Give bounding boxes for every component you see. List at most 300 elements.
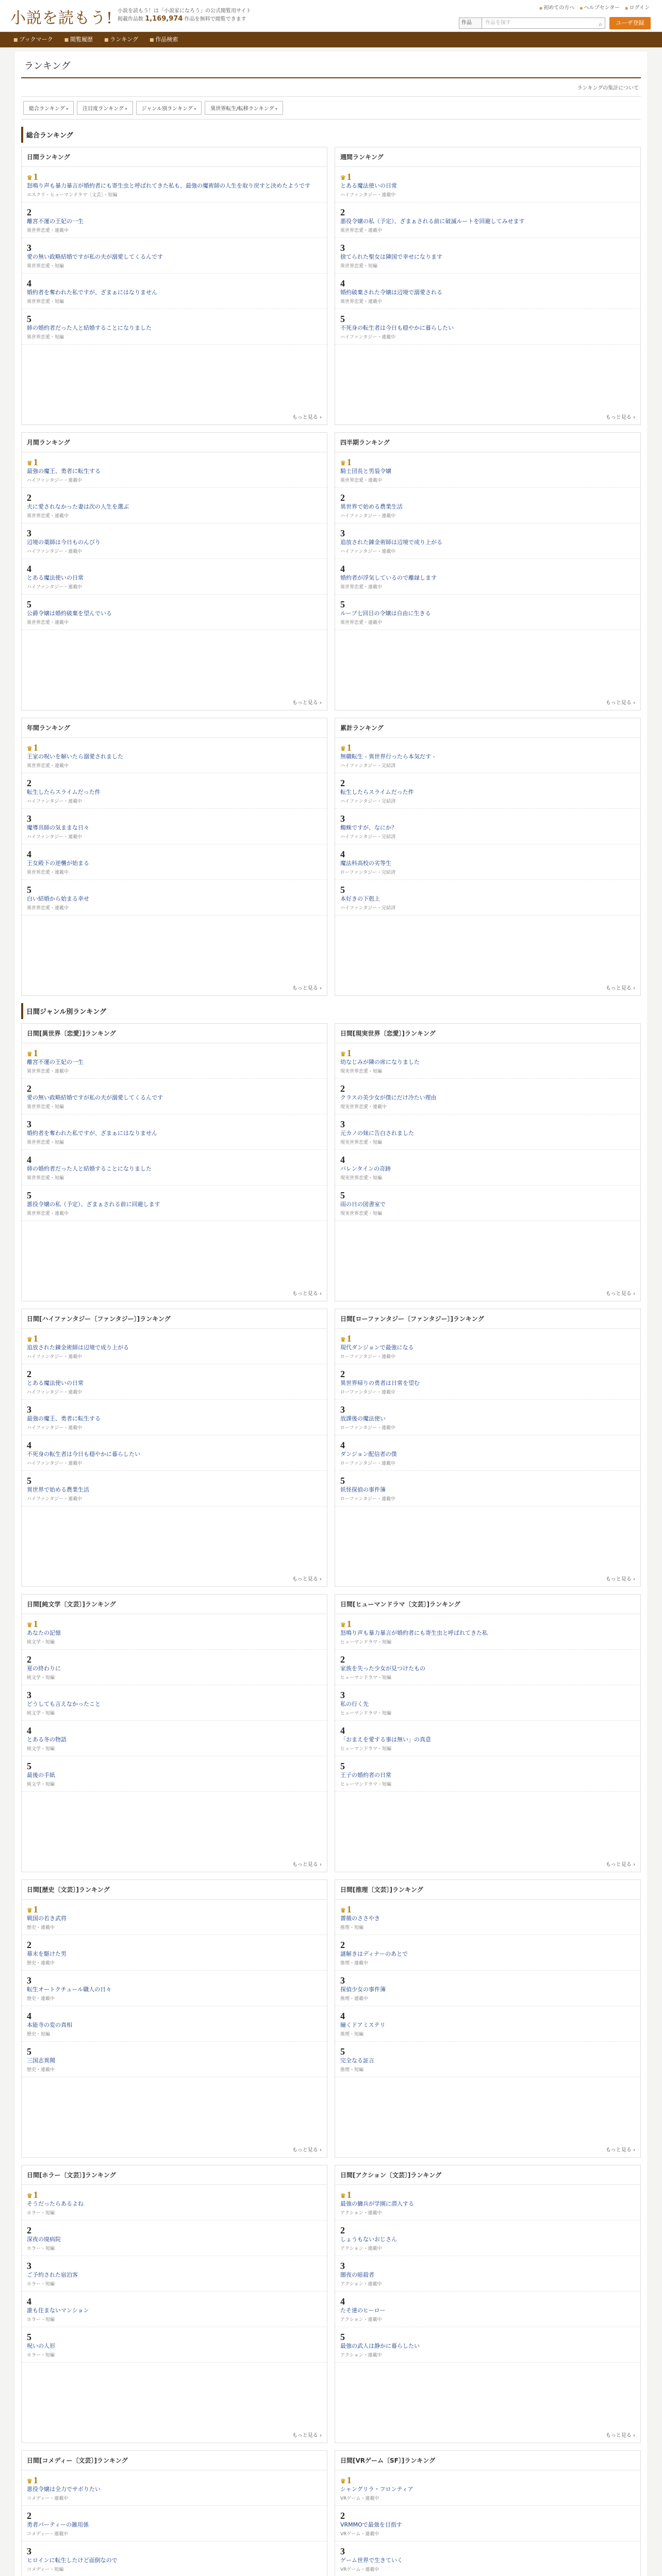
work-title-link[interactable]: 離宮不運の王妃の一生	[27, 218, 84, 225]
ranking-box	[21, 2165, 327, 2443]
site-logo[interactable]: 小説を読もう!	[10, 9, 113, 27]
search-input[interactable]: 作品を探す ⌕	[482, 18, 605, 29]
more-link[interactable]: もっと見る ›	[292, 2431, 322, 2438]
rank-number: 2	[27, 1369, 31, 1379]
work-meta: 異世界恋愛・連載中	[27, 906, 69, 911]
work-meta: ヒューマンドラマ・短編	[340, 1675, 392, 1681]
rank-number: 5	[340, 1761, 345, 1771]
work-title-link[interactable]: あなたの記憶	[27, 1630, 61, 1636]
work-meta: 純文学・短編	[27, 1640, 55, 1645]
ranking-box-title: 日間[ハイファンタジー〔ファンタジー〕]ランキング	[22, 1309, 327, 1329]
work-title-link[interactable]: 探偵少女の事件簿	[340, 1986, 386, 1993]
ranking-item	[335, 1114, 640, 1150]
link-help[interactable]: ● ヘルプセンター	[580, 3, 620, 11]
work-title-link[interactable]: 薔薇のささやき	[340, 1915, 380, 1922]
work-title-link[interactable]: 婚約破棄された令嬢は辺境で溺愛される	[340, 289, 442, 296]
work-title-link[interactable]: そうだったらあるよね	[27, 2200, 84, 2207]
work-title-link[interactable]: 最強の魔王、勇者に転生する	[27, 468, 101, 474]
more-link[interactable]: もっと見る ›	[606, 698, 635, 706]
ranking-box	[335, 1594, 641, 1872]
ranking-item	[22, 595, 327, 630]
work-title-link[interactable]: しょうもないおじさん	[340, 2236, 397, 2243]
work-title-link[interactable]: 追放された錬金術師は辺境で成り上がる	[27, 1344, 129, 1351]
work-title-link[interactable]: 愛の無い政略結婚ですが私の夫が溺愛してくるんです	[27, 253, 163, 260]
ranking-item	[335, 2292, 640, 2327]
ranking-sections	[21, 127, 641, 2576]
more-link[interactable]: もっと見る ›	[292, 2145, 322, 2153]
ranking-box	[21, 147, 327, 425]
rank-number: 3	[340, 2546, 345, 2556]
more-link[interactable]: もっと見る ›	[292, 698, 322, 706]
work-meta: アクション・連載中	[340, 2353, 382, 2358]
work-meta: 異世界恋愛・連載中	[27, 870, 69, 875]
rank-number: 2	[340, 1940, 345, 1950]
work-title-link[interactable]: 怒鳴り声も暴力暴言が婚約者にも寄生虫と呼ばれてきた私	[340, 1630, 488, 1636]
work-meta: 異世界恋愛・連載中	[27, 514, 69, 519]
work-title-link[interactable]: 妖怪探偵の事件簿	[340, 1486, 386, 1493]
main-content	[15, 52, 647, 2576]
work-meta: ハイファンタジー・完結済	[340, 799, 396, 804]
tab-overall[interactable]: 総合ランキング ▾	[23, 101, 74, 115]
work-meta: ハイファンタジー・完結済	[340, 906, 396, 911]
rank-number: 2	[340, 493, 345, 503]
rank-number: ♛ 1	[27, 2190, 322, 2200]
work-meta: 純文学・短編	[27, 1711, 55, 1716]
more-link[interactable]: もっと見る ›	[606, 413, 635, 420]
nav-history[interactable]: ■ 閲覧履歴	[64, 32, 93, 47]
work-title-link[interactable]: とある魔法使いの日常	[27, 1380, 84, 1386]
work-meta: 異世界恋愛・連載中	[340, 228, 383, 233]
work-title-link[interactable]: 悪役令嬢の私（予定）、ざまぁされる前に破滅ルートを回避してみせます	[340, 218, 525, 225]
work-title-link[interactable]: 姉の婚約者だった人と結婚することになりました	[27, 1165, 152, 1172]
ranking-item	[22, 2042, 327, 2077]
work-title-link[interactable]: 深夜の廃病院	[27, 2236, 61, 2243]
work-title-link[interactable]: 王女殿下の逆襲が始まる	[27, 860, 89, 867]
ranking-item	[335, 1329, 640, 1364]
rank-number: 3	[340, 2261, 345, 2271]
work-title-link[interactable]: とある魔法使いの日常	[340, 182, 397, 189]
user-register-button[interactable]: ユーザ登録	[609, 17, 651, 29]
work-title-link[interactable]: 追放された錬金術師は辺境で成り上がる	[340, 539, 442, 546]
work-meta: ハイファンタジー・完結済	[340, 764, 396, 769]
rank-number: ♛ 1	[340, 742, 635, 753]
work-title-link[interactable]: 幕末を駆けた男	[27, 1951, 67, 1957]
rank-number: 5	[27, 885, 31, 895]
rank-number: 5	[340, 1190, 345, 1200]
work-meta: ハイファンタジー・連載中	[340, 335, 396, 340]
rank-number: 5	[27, 599, 31, 609]
work-meta: 純文学・短編	[27, 1782, 55, 1787]
ranking-box-title: 日間[VRゲーム〔SF〕]ランキング	[335, 2451, 640, 2470]
work-title-link[interactable]: 異世界で始める農業生活	[340, 503, 403, 510]
work-title-link[interactable]: 夫に愛されなかった妻は次の人生を選ぶ	[27, 503, 129, 510]
search-icon[interactable]: ⌕	[599, 21, 602, 28]
more-link[interactable]: もっと見る ›	[292, 1289, 322, 1297]
rank-number: 4	[27, 2011, 31, 2021]
search-type-select[interactable]: 作品	[459, 18, 482, 29]
ranking-item	[22, 809, 327, 844]
work-meta: アクション・連載中	[340, 2317, 382, 2323]
ranking-item	[335, 1971, 640, 2006]
work-title-link[interactable]: 公爵令嬢は婚約破棄を望んでいる	[27, 610, 112, 617]
ranking-item	[22, 1971, 327, 2006]
rank-number: 4	[340, 1725, 345, 1736]
rank-number: 5	[27, 2332, 31, 2342]
ranking-box-title: 年間ランキング	[22, 718, 327, 738]
more-link[interactable]: もっと見る ›	[606, 2431, 635, 2438]
work-title-link[interactable]: 王家の呪いを解いたら溺愛されました	[27, 753, 123, 760]
work-title-link[interactable]: ゲーム世界で生きていく	[340, 2557, 403, 2564]
work-title-link[interactable]: クラスの美少女が僕にだけ冷たい理由	[340, 1094, 437, 1101]
ranking-grid	[21, 1023, 641, 1301]
more-link[interactable]: もっと見る ›	[292, 1574, 322, 1582]
work-title-link[interactable]: 不死身の転生者は今日も穏やかに暮らしたい	[340, 325, 454, 331]
work-title-link[interactable]: 雨の日の図書室で	[340, 1201, 386, 1208]
link-beginners[interactable]: ● 初めての方へ	[539, 3, 574, 11]
rank-number: ♛ 1	[340, 1048, 635, 1058]
work-title-link[interactable]: 三国志異聞	[27, 2057, 55, 2064]
work-title-link[interactable]: 現代ダンジョンで最強になる	[340, 1344, 414, 1351]
ranking-item	[22, 559, 327, 595]
work-title-link[interactable]: 王子の婚約者の日常	[340, 1772, 391, 1778]
ranking-item	[22, 773, 327, 809]
work-title-link[interactable]: ループ七回目の令嬢は自由に生きる	[340, 610, 431, 617]
work-title-link[interactable]: たそ達のヒーロー	[340, 2307, 386, 2314]
rank-number: 2	[27, 1654, 31, 1665]
work-title-link[interactable]: 騎士団長と男装令嬢	[340, 468, 391, 474]
work-meta: コメディー・短編	[27, 2567, 64, 2572]
ranking-box-title: 日間[ローファンタジー〔ファンタジー〕]ランキング	[335, 1309, 640, 1329]
work-meta: 異世界恋愛・連載中	[340, 585, 383, 590]
main-nav	[0, 32, 662, 47]
work-meta: ローファンタジー・連載中	[340, 1426, 396, 1431]
ranking-item	[335, 1685, 640, 1721]
work-title-link[interactable]: 悪役令嬢の私（予定）、ざまぁされる前に回避します	[27, 1201, 160, 1208]
work-title-link[interactable]: 勇者パーティーの雑用係	[27, 2521, 89, 2528]
ranking-item	[335, 1471, 640, 1506]
work-title-link[interactable]: 本好きの下剋上	[340, 895, 380, 902]
ranking-box	[335, 432, 641, 710]
work-meta: 推理・連載中	[340, 1961, 369, 1966]
work-title-link[interactable]: 謎解きはディナーのあとで	[340, 1951, 408, 1957]
tab-genre[interactable]: ジャンル別ランキング ▾	[136, 101, 202, 115]
work-title-link[interactable]: バレンタインの奇跡	[340, 1165, 391, 1172]
rank-number: ♛ 1	[340, 1619, 635, 1629]
ranking-box-title: 日間[現実世界〔恋愛〕]ランキング	[335, 1024, 640, 1043]
rank-number: 4	[340, 2296, 345, 2307]
ranking-box-title: 月間ランキング	[22, 433, 327, 452]
ranking-box	[335, 2165, 641, 2443]
work-meta: 異世界恋愛・短編	[27, 335, 64, 340]
work-title-link[interactable]: とある冬の物語	[27, 1736, 67, 1743]
rank-number: ♛ 1	[27, 1619, 322, 1629]
work-meta: 異世界恋愛・短編	[27, 299, 64, 304]
rank-number: 3	[340, 243, 345, 253]
work-title-link[interactable]: 姉の婚約者だった人と結婚することになりました	[27, 325, 152, 331]
rank-number: ♛ 1	[340, 172, 635, 182]
ranking-item	[22, 309, 327, 345]
rank-number: 2	[340, 2225, 345, 2235]
work-title-link[interactable]: 婚約者が浮気しているので離縁します	[340, 574, 437, 581]
ranking-item	[22, 488, 327, 523]
rank-number: 3	[340, 1690, 345, 1700]
work-meta: 純文学・短編	[27, 1675, 55, 1681]
ranking-item	[335, 844, 640, 880]
ranking-item	[335, 595, 640, 630]
rank-number: 4	[340, 278, 345, 289]
ranking-item	[335, 2221, 640, 2256]
work-meta: 異世界恋愛・短編	[27, 1176, 64, 1181]
rank-number: 5	[340, 599, 345, 609]
ranking-box	[335, 1309, 641, 1587]
work-meta: ハイファンタジー・連載中	[27, 1426, 82, 1431]
work-title-link[interactable]: 戦国の若き武将	[27, 1915, 67, 1922]
rank-number: 2	[340, 207, 345, 217]
ranking-box-title: 日間[歴史〔文芸〕]ランキング	[22, 1880, 327, 1900]
rank-number: ♛ 1	[27, 1048, 322, 1058]
work-meta: 純文学・短編	[27, 1747, 55, 1752]
work-title-link[interactable]: とある魔法使いの日常	[27, 574, 84, 581]
rank-number: 4	[27, 564, 31, 574]
work-title-link[interactable]: 瞳くドアミステリ	[340, 2022, 386, 2028]
site-tagline: 小説を読もう！は「小説家になろう」の公式閲覧用サイト 掲載作品数 1,169,974 作品を無料で閲覧できます	[118, 8, 252, 23]
work-title-link[interactable]: 転生したらスライムだった件	[27, 789, 101, 795]
rank-number: 4	[27, 1155, 31, 1165]
rank-number: 4	[340, 564, 345, 574]
work-meta: 歴史・短編	[27, 2032, 51, 2037]
ranking-item	[22, 2185, 327, 2221]
ranking-box-title: 日間[ヒューマンドラマ〔文芸〕]ランキング	[335, 1595, 640, 1614]
work-title-link[interactable]: ダンジョン配信者の僕	[340, 1451, 397, 1458]
ranking-box-title: 日間ランキング	[22, 147, 327, 167]
work-meta: ローファンタジー・連載中	[340, 1461, 396, 1466]
work-meta: VRゲーム・連載中	[340, 2496, 379, 2501]
rank-number: 2	[27, 2511, 31, 2521]
work-title-link[interactable]: VRMMOで最強を目指す	[340, 2521, 402, 2528]
rank-number: 2	[340, 1654, 345, 1665]
work-title-link[interactable]: 不死身の転生者は今日も穏やかに暮らしたい	[27, 1451, 140, 1458]
ranking-item	[335, 202, 640, 238]
rank-number: 5	[340, 2332, 345, 2342]
ranking-item	[22, 2292, 327, 2327]
ranking-item	[335, 1614, 640, 1650]
work-title-link[interactable]: 転生オートクチュール職人の日々	[27, 1986, 112, 1993]
rank-number: ♛ 1	[27, 1333, 322, 1344]
ranking-item	[22, 2327, 327, 2363]
more-link[interactable]: もっと見る ›	[292, 413, 322, 420]
work-title-link[interactable]: 異世界で始める農業生活	[27, 1486, 89, 1493]
ranking-item	[22, 452, 327, 488]
work-title-link[interactable]: どうしても言えなかったこと	[27, 1701, 101, 1707]
work-meta: ホラー・短編	[27, 2211, 55, 2216]
work-title-link[interactable]: 愛の無い政略結婚ですが私の夫が溺愛してくるんです	[27, 1094, 163, 1101]
work-title-link[interactable]: シャングリラ・フロンティア	[340, 2486, 413, 2493]
work-title-link[interactable]: 最強の魔王、勇者に転生する	[27, 1415, 101, 1422]
work-title-link[interactable]: 放課後の魔法使い	[340, 1415, 386, 1422]
ranking-item	[22, 1114, 327, 1150]
work-title-link[interactable]: 最強の傭兵が学園に潜入する	[340, 2200, 414, 2207]
more-link[interactable]: もっと見る ›	[606, 1289, 635, 1297]
tab-attention[interactable]: 注目度ランキング ▾	[77, 101, 133, 115]
rank-number: ♛ 1	[340, 457, 635, 467]
work-meta: 異世界恋愛・連載中	[27, 764, 69, 769]
work-title-link[interactable]: 「おまえを愛する事は無い」の真意	[340, 1736, 431, 1743]
rank-number: 2	[27, 778, 31, 788]
ranking-box	[21, 1879, 327, 2158]
rank-number: 4	[340, 1155, 345, 1165]
rank-number: 5	[27, 1190, 31, 1200]
work-title-link[interactable]: 家族を失った少女が見つけたもの	[340, 1665, 425, 1672]
work-meta: ローファンタジー・連載中	[340, 1497, 396, 1502]
ranking-grid	[21, 1309, 641, 1587]
work-title-link[interactable]: 捨てられた聖女は隣国で幸せになります	[340, 253, 442, 260]
ranking-item	[22, 1935, 327, 1971]
rank-number: ♛ 1	[27, 1904, 322, 1914]
work-meta: 推理・短編	[340, 1925, 364, 1930]
ranking-item	[22, 2470, 327, 2506]
ranking-item	[22, 1685, 327, 1721]
ranking-grid	[21, 2165, 641, 2443]
work-title-link[interactable]: 魔導具師の気ままな日々	[27, 824, 89, 831]
ranking-item	[335, 1756, 640, 1792]
ranking-box	[21, 2450, 327, 2576]
work-meta: 歴史・連載中	[27, 1961, 55, 1966]
work-meta: 現実世界恋愛・短編	[340, 1211, 383, 1216]
ranking-item	[335, 1400, 640, 1435]
work-title-link[interactable]: 無職転生 - 異世界行ったら本気だす -	[340, 753, 435, 760]
work-title-link[interactable]: 悪役令嬢は全力でサボりたい	[27, 2486, 101, 2493]
work-meta: 異世界恋愛・連載中	[27, 620, 69, 625]
rank-number: 3	[27, 2261, 31, 2271]
ranking-item	[22, 1435, 327, 1471]
work-title-link[interactable]: 誰も住まないマンション	[27, 2307, 89, 2314]
rank-number: 2	[27, 1083, 31, 1094]
rank-number: 2	[27, 2225, 31, 2235]
work-meta: 現実世界恋愛・短編	[340, 1140, 383, 1145]
link-login[interactable]: ● ログイン	[625, 3, 650, 11]
ranking-box	[21, 718, 327, 996]
work-title-link[interactable]: 白い結婚から始まる幸せ	[27, 895, 89, 902]
work-title-link[interactable]: 完全なる証言	[340, 2057, 374, 2064]
rank-number: 4	[27, 2296, 31, 2307]
work-title-link[interactable]: 転生したらスライムだった件	[340, 789, 414, 795]
rank-number: 3	[340, 1975, 345, 1986]
ranking-item	[22, 274, 327, 309]
ranking-item	[335, 1650, 640, 1685]
ranking-item	[22, 2541, 327, 2576]
work-title-link[interactable]: 闇夜の暗殺者	[340, 2272, 374, 2278]
top-header	[0, 0, 662, 32]
rank-number: 4	[27, 1440, 31, 1450]
nav-search[interactable]: ■ 作品検索	[150, 32, 178, 47]
more-link[interactable]: もっと見る ›	[606, 984, 635, 991]
ranking-item	[335, 1043, 640, 1079]
work-title-link[interactable]: 婚約者を奪われた私ですが、ざまぁにはなりません	[27, 289, 157, 296]
rank-number: ♛ 1	[27, 2475, 322, 2485]
rank-number: 2	[340, 778, 345, 788]
work-meta: 異世界恋愛・短編	[340, 264, 378, 269]
rank-number: ♛ 1	[340, 1333, 635, 1344]
work-title-link[interactable]: ご予約された宿泊客	[27, 2272, 78, 2278]
work-meta: ホラー・短編	[27, 2282, 55, 2287]
ranking-item	[335, 1435, 640, 1471]
ranking-box	[335, 718, 641, 996]
ranking-item	[335, 1935, 640, 1971]
nav-bookmark[interactable]: ■ ブックマーク	[13, 32, 53, 47]
ranking-item	[335, 738, 640, 773]
ranking-tabs	[21, 96, 641, 120]
rank-number: 4	[27, 849, 31, 859]
more-link[interactable]: もっと見る ›	[292, 984, 322, 991]
rank-number: 3	[27, 1404, 31, 1415]
ranking-box	[21, 1309, 327, 1587]
more-link[interactable]: もっと見る ›	[606, 2145, 635, 2153]
ranking-rules-link[interactable]: ランキングの集計について	[577, 86, 639, 91]
work-title-link[interactable]: 辺境の薬師は今日ものんびり	[27, 539, 101, 546]
ranking-box-title: 累計ランキング	[335, 718, 640, 738]
top-links	[539, 3, 650, 11]
tab-isekai[interactable]: 異世界転生/転移ランキング ▾	[205, 101, 283, 115]
ranking-item	[335, 2470, 640, 2506]
work-title-link[interactable]: 最後の手紙	[27, 1772, 55, 1778]
rank-number: 3	[27, 528, 31, 538]
ranking-item	[22, 202, 327, 238]
more-link[interactable]: もっと見る ›	[292, 1860, 322, 1868]
ranking-box-title: 日間[純文学〔文芸〕]ランキング	[22, 1595, 327, 1614]
work-meta: ヒューマンドラマ・短編	[340, 1747, 392, 1752]
work-title-link[interactable]: 魔法科高校の劣等生	[340, 860, 391, 867]
ranking-item	[22, 1329, 327, 1364]
nav-ranking[interactable]: ■ ランキング	[104, 32, 138, 47]
rank-number: 5	[340, 2046, 345, 2057]
ranking-item	[22, 738, 327, 773]
more-link[interactable]: もっと見る ›	[606, 1574, 635, 1582]
work-title-link[interactable]: 幼なじみが隣の席になりました	[340, 1059, 420, 1065]
ranking-item	[22, 1650, 327, 1685]
work-title-link[interactable]: 異世界帰りの勇者は日常を望む	[340, 1380, 420, 1386]
work-meta: VRゲーム・連載中	[340, 2532, 379, 2537]
work-title-link[interactable]: 本能寺の変の真相	[27, 2022, 72, 2028]
work-meta: 推理・連載中	[340, 1996, 369, 2002]
ranking-box-title: 日間[推理〔文芸〕]ランキング	[335, 1880, 640, 1900]
work-meta: ヒューマンドラマ・短編	[340, 1640, 392, 1645]
ranking-box	[335, 147, 641, 425]
section-heading: 総合ランキング	[21, 127, 641, 143]
work-title-link[interactable]: 元カノの妹に告白されました	[340, 1130, 414, 1137]
work-title-link[interactable]: 婚約者を奪われた私ですが、ざまぁにはなりません	[27, 1130, 157, 1137]
work-meta: エスクリ・ヒューマンドラマ〔文芸〕・短編	[27, 193, 118, 198]
ranking-item	[22, 2506, 327, 2541]
work-title-link[interactable]: 夏の終わりに	[27, 1665, 61, 1672]
work-title-link[interactable]: 怒鳴り声も暴力暴言が婚約者にも寄生虫と呼ばれてきた私も、最強の魔術師の人生を取り戻すと決めたようです	[27, 182, 310, 189]
ranking-item	[335, 238, 640, 274]
work-title-link[interactable]: 最強の武人は静かに暮らしたい	[340, 2343, 420, 2349]
work-title-link[interactable]: ヒロインに転生したけど面倒なので	[27, 2557, 118, 2564]
work-title-link[interactable]: 蜘蛛ですが、なにか？	[340, 824, 397, 831]
rank-number: 4	[340, 2011, 345, 2021]
work-title-link[interactable]: 呪いの人形	[27, 2343, 55, 2349]
ranking-item	[22, 1150, 327, 1185]
ranking-item	[22, 1721, 327, 1756]
ranking-grid	[21, 147, 641, 425]
rank-number: 2	[340, 1369, 345, 1379]
work-title-link[interactable]: 私の行く先	[340, 1701, 369, 1707]
ranking-box	[21, 432, 327, 710]
work-meta: 異世界恋愛・連載中	[340, 299, 383, 304]
more-link[interactable]: もっと見る ›	[606, 1860, 635, 1868]
work-title-link[interactable]: 離宮不運の王妃の一生	[27, 1059, 84, 1065]
rank-number: 2	[340, 1083, 345, 1094]
